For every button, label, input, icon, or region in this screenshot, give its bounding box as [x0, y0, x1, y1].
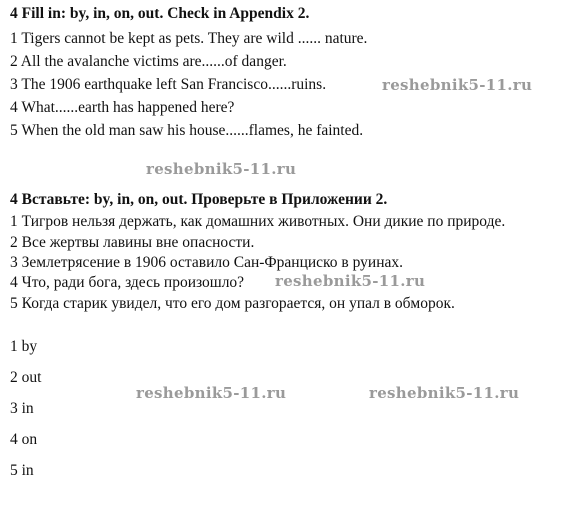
exercise-ru-item-1: 1 Тигров нельзя держать, как домашних животных. Они дикие по природе. [10, 213, 506, 230]
exercise-en-item-4: 4 What......earth has happened here? [10, 99, 235, 116]
watermark: reshebnik5-11.ru [382, 76, 533, 94]
watermark: reshebnik5-11.ru [146, 160, 297, 178]
exercise-en-item-2: 2 All the avalanche victims are......of danger. [10, 53, 287, 70]
exercise-en-item-5: 5 When the old man saw his house......flames, he fainted. [10, 122, 364, 139]
watermark: reshebnik5-11.ru [136, 384, 287, 402]
answer-3: 3 in [10, 400, 34, 417]
exercise-ru-heading: 4 Вставьте: by, in, on, out. Проверьте в Приложении 2. [10, 191, 388, 208]
exercise-ru-item-2: 2 Все жертвы лавины вне опасности. [10, 234, 255, 251]
watermark: reshebnik5-11.ru [369, 384, 520, 402]
answer-4: 4 on [10, 431, 38, 448]
exercise-ru-item-3: 3 Землетрясение в 1906 оставило Сан-Франциско в руинах. [10, 254, 403, 271]
answer-5: 5 in [10, 462, 34, 479]
exercise-ru-item-5: 5 Когда старик увидел, что его дом разгорается, он упал в обморок. [10, 295, 455, 312]
exercise-en-item-3: 3 The 1906 earthquake left San Francisco......ruins. [10, 76, 327, 93]
exercise-en-heading: 4 Fill in: by, in, on, out. Check in Appendix 2. [10, 5, 310, 22]
answer-1: 1 by [10, 338, 38, 355]
exercise-en-item-1: 1 Tigers cannot be kept as pets. They are wild ...... nature. [10, 30, 368, 47]
watermark: reshebnik5-11.ru [275, 272, 426, 290]
answer-2: 2 out [10, 369, 42, 386]
exercise-ru-item-4: 4 Что, ради бога, здесь произошло? [10, 274, 245, 291]
